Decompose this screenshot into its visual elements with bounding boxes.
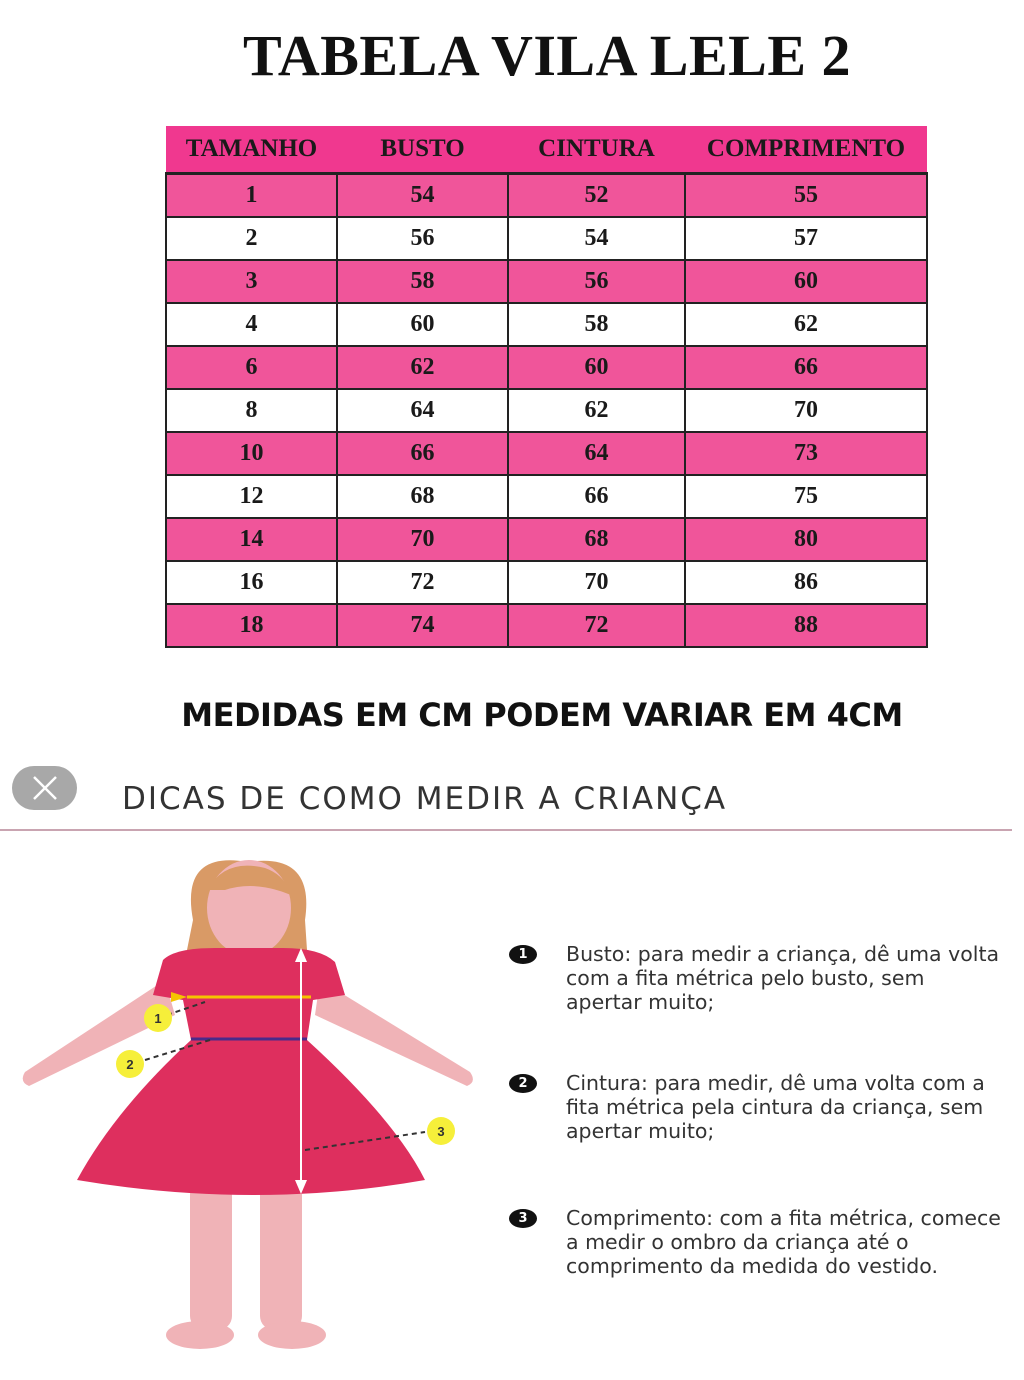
cell-tamanho: 10 xyxy=(166,432,337,475)
table-row xyxy=(166,604,927,647)
cell-comprimento: 75 xyxy=(685,475,927,518)
cell-cintura: 70 xyxy=(508,561,685,604)
table-row xyxy=(166,303,927,346)
cell-busto: 74 xyxy=(337,604,508,647)
cell-comprimento: 88 xyxy=(685,604,927,647)
divider xyxy=(0,829,1012,831)
table-row xyxy=(166,217,927,260)
table-header-row xyxy=(166,126,927,174)
cell-comprimento: 62 xyxy=(685,303,927,346)
cell-comprimento: 60 xyxy=(685,260,927,303)
table-row xyxy=(166,389,927,432)
left-leg xyxy=(190,1180,232,1330)
table-row xyxy=(166,518,927,561)
cell-tamanho: 6 xyxy=(166,346,337,389)
header-busto: BUSTO xyxy=(337,126,508,174)
badge-1-label: 1 xyxy=(154,1011,162,1026)
table-row xyxy=(166,346,927,389)
close-icon xyxy=(12,766,77,810)
badge-2-label: 2 xyxy=(126,1057,134,1072)
left-foot xyxy=(166,1321,234,1349)
header-cintura: CINTURA xyxy=(508,126,685,174)
child-measurement-illustration xyxy=(15,850,495,1370)
cell-cintura: 64 xyxy=(508,432,685,475)
size-table xyxy=(165,126,928,648)
cell-tamanho: 1 xyxy=(166,174,337,218)
left-arm xyxy=(23,980,175,1086)
cell-busto: 66 xyxy=(337,432,508,475)
tip-number-2: 2 xyxy=(509,1074,537,1093)
tip-bust-text: Busto: para medir a criança, dê uma volta com a fita métrica pelo busto, sem apertar muito; xyxy=(566,942,1000,1014)
cell-tamanho: 2 xyxy=(166,217,337,260)
cell-comprimento: 70 xyxy=(685,389,927,432)
table-row xyxy=(166,475,927,518)
cell-cintura: 62 xyxy=(508,389,685,432)
tip-number-3: 3 xyxy=(509,1209,537,1228)
cell-cintura: 58 xyxy=(508,303,685,346)
tip-waist-text: Cintura: para medir, dê uma volta com a fita métrica pela cintura da criança, sem apertar muito; xyxy=(566,1071,985,1143)
cell-busto: 64 xyxy=(337,389,508,432)
header-comprimento: COMPRIMENTO xyxy=(685,126,927,174)
cell-tamanho: 12 xyxy=(166,475,337,518)
cell-cintura: 52 xyxy=(508,174,685,218)
cell-comprimento: 66 xyxy=(685,346,927,389)
right-leg xyxy=(260,1180,302,1330)
measurement-note: MEDIDAS EM CM PODEM VARIAR EM 4CM xyxy=(181,696,903,734)
cell-cintura: 60 xyxy=(508,346,685,389)
cell-comprimento: 86 xyxy=(685,561,927,604)
cell-busto: 58 xyxy=(337,260,508,303)
close-button[interactable] xyxy=(12,766,77,810)
cell-tamanho: 8 xyxy=(166,389,337,432)
page-title: TABELA VILA LELE 2 xyxy=(242,23,852,88)
cell-tamanho: 3 xyxy=(166,260,337,303)
cell-tamanho: 14 xyxy=(166,518,337,561)
tip-length xyxy=(505,1206,1005,1278)
table-row xyxy=(166,174,927,218)
tips-title: DICAS DE COMO MEDIR A CRIANÇA xyxy=(122,781,728,817)
tip-length-text: Comprimento: com a fita métrica, comece a medir o ombro da criança até o comprimento da medida do vestido. xyxy=(566,1206,1001,1278)
cell-busto: 72 xyxy=(337,561,508,604)
header-tamanho: TAMANHO xyxy=(166,126,337,174)
cell-busto: 60 xyxy=(337,303,508,346)
table-row xyxy=(166,561,927,604)
cell-cintura: 54 xyxy=(508,217,685,260)
dress-bodice xyxy=(153,948,345,1040)
cell-cintura: 68 xyxy=(508,518,685,561)
cell-busto: 54 xyxy=(337,174,508,218)
cell-cintura: 72 xyxy=(508,604,685,647)
badge-3-label: 3 xyxy=(437,1124,445,1139)
cell-busto: 70 xyxy=(337,518,508,561)
tip-bust xyxy=(505,942,1005,1014)
tip-waist xyxy=(505,1071,1005,1143)
right-foot xyxy=(258,1321,326,1349)
table-row xyxy=(166,260,927,303)
cell-comprimento: 80 xyxy=(685,518,927,561)
cell-busto: 56 xyxy=(337,217,508,260)
tip-number-1: 1 xyxy=(509,945,537,964)
cell-cintura: 56 xyxy=(508,260,685,303)
cell-comprimento: 55 xyxy=(685,174,927,218)
cell-comprimento: 73 xyxy=(685,432,927,475)
cell-busto: 62 xyxy=(337,346,508,389)
table-row xyxy=(166,432,927,475)
cell-tamanho: 18 xyxy=(166,604,337,647)
cell-tamanho: 16 xyxy=(166,561,337,604)
cell-tamanho: 4 xyxy=(166,303,337,346)
cell-cintura: 66 xyxy=(508,475,685,518)
cell-busto: 68 xyxy=(337,475,508,518)
cell-comprimento: 57 xyxy=(685,217,927,260)
